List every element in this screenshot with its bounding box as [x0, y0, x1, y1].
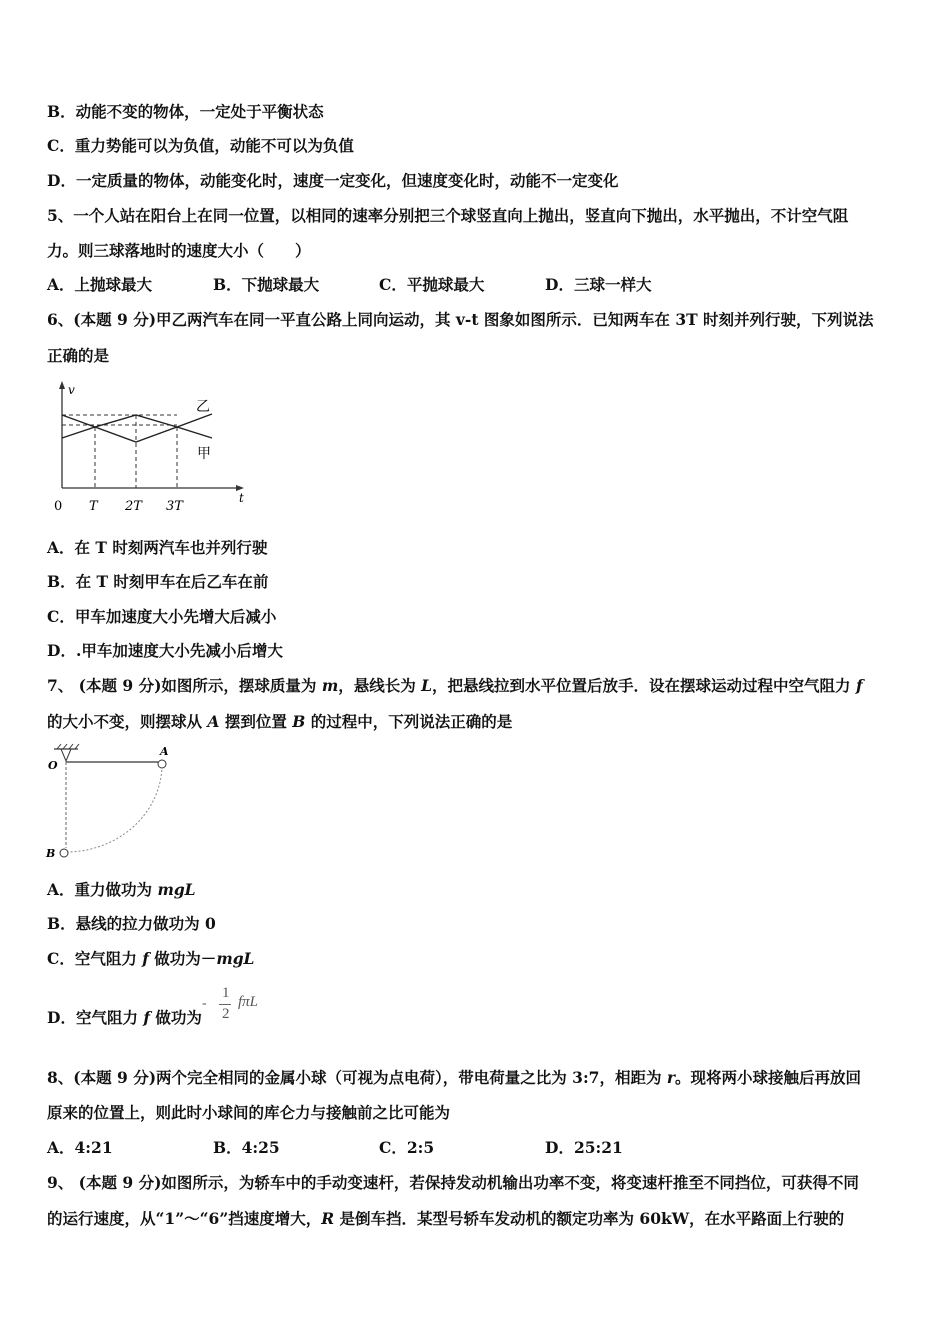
q8-option-d: D．25:21 — [545, 1138, 623, 1157]
formula-tail: fπL — [238, 994, 259, 1010]
var-L: L — [421, 676, 433, 695]
swing-arc — [68, 766, 162, 852]
q7-pendulum-figure — [44, 742, 174, 864]
pivot-mark — [61, 749, 71, 761]
q8-stem-line1: 8、(本题 9 分)两个完全相同的金属小球（可视为点电荷），带电荷量之比为 3:7，相距为 r。现将两小球接触后再放回 — [47, 1068, 862, 1087]
formula-den: 2 — [222, 1006, 230, 1022]
q8-option-b: B．4:25 — [213, 1138, 280, 1157]
q7-option-b: B．悬线的拉力做功为 0 — [47, 914, 216, 933]
q8-option-c: C．2:5 — [379, 1138, 435, 1157]
q7-option-c: C．空气阻力 f 做功为－mgL — [47, 949, 255, 968]
q4-option-d: D．一定质量的物体，动能变化时，速度一定变化，但速度变化时，动能不一定变化 — [47, 171, 619, 190]
q4-option-b: B．动能不变的物体，一定处于平衡状态 — [47, 102, 324, 121]
q7-option-a: A．重力做功为 mgL — [47, 880, 196, 899]
q9-stem-line1: 9、 (本题 9 分)如图所示，为轿车中的手动变速杆，若保持发动机输出功率不变，将变速杆推至不同挡位，可获得不同 — [47, 1173, 859, 1192]
y-axis-arrow — [59, 381, 65, 389]
q8-option-a: A．4:21 — [47, 1138, 113, 1157]
var-r: r — [666, 1068, 676, 1087]
q5-option-c: C．平抛球最大 — [379, 275, 485, 294]
q8-stem-line2: 原来的位置上，则此时小球间的库仑力与接触前之比可能为 — [47, 1103, 451, 1122]
label-O: O — [48, 759, 58, 772]
q5-option-d: D．三球一样大 — [545, 275, 652, 294]
q7-option-d: D．空气阻力 f 做功为 — [47, 1008, 202, 1027]
q9-stem-line2: 的运行速度，从“1”～“6”挡速度增大，R 是倒车挡．某型号轿车发动机的额定功率为 60kW，在水平路面上行驶的 — [47, 1209, 845, 1228]
q6-stem-line1: 6、(本题 9 分)甲乙两汽车在同一平直公路上同向运动，其 v-t 图象如图所示．已知两车在 3T 时刻并列行驶，下列说法 — [47, 310, 874, 329]
formula-num: 1 — [222, 985, 230, 1001]
curve-jia-label: 甲 — [197, 446, 211, 462]
var-R: R — [321, 1209, 335, 1228]
q6-option-c: C．甲车加速度大小先增大后减小 — [47, 607, 277, 626]
q7-stem-line1: 7、 (本题 9 分)如图所示，摆球质量为 m，悬线长为 L，把悬线拉到水平位置后放手．设在摆球运动过程中空气阻力 f — [47, 676, 863, 695]
formula-bar — [219, 1004, 231, 1005]
var-m: m — [321, 676, 339, 695]
curve-yi-label: 乙 — [196, 399, 210, 415]
q7-stem-line2: 的大小不变，则摆球从 A 摆到位置 B 的过程中，下列说法正确的是 — [47, 712, 513, 731]
q5-option-b: B．下抛球最大 — [213, 275, 320, 294]
q5-option-a: A．上抛球最大 — [47, 275, 153, 294]
q5-options — [47, 275, 651, 295]
ball-A — [158, 760, 166, 768]
q6-stem-line2: 正确的是 — [47, 346, 110, 365]
tick-T: T — [89, 499, 98, 514]
q6-option-a: A．在 T 时刻两汽车也并列行驶 — [47, 538, 268, 557]
q6-vt-graph — [44, 378, 254, 518]
ball-B — [60, 849, 68, 857]
q5-stem-line1: 5、一个人站在阳台上在同一位置，以相同的速率分别把三个球竖直向上抛出，竖直向下抛出，水平抛出，不计空气阻 — [47, 206, 849, 225]
formula-sign: - — [202, 996, 207, 1011]
q6-option-d: D．.甲车加速度大小先减小后增大 — [47, 641, 283, 660]
x-axis-label: t — [239, 491, 244, 505]
y-axis-label: v — [68, 383, 75, 397]
origin-label: 0 — [54, 499, 63, 514]
var-A: A — [207, 712, 220, 731]
tick-3T: 3T — [166, 499, 183, 514]
tick-2T: 2T — [125, 499, 142, 514]
var-B: B — [292, 712, 306, 731]
var-f: f — [855, 676, 863, 695]
q8-options — [47, 1138, 623, 1158]
q6-option-b: B．在 T 时刻甲车在后乙车在前 — [47, 572, 269, 591]
curve-jia — [62, 427, 212, 442]
label-B: B — [46, 847, 56, 860]
label-A: A — [160, 745, 169, 758]
q5-stem-line2: 力。则三球落地时的速度大小（ ） — [47, 241, 311, 260]
q4-option-c: C．重力势能可以为负值，动能不可以为负值 — [47, 136, 354, 155]
